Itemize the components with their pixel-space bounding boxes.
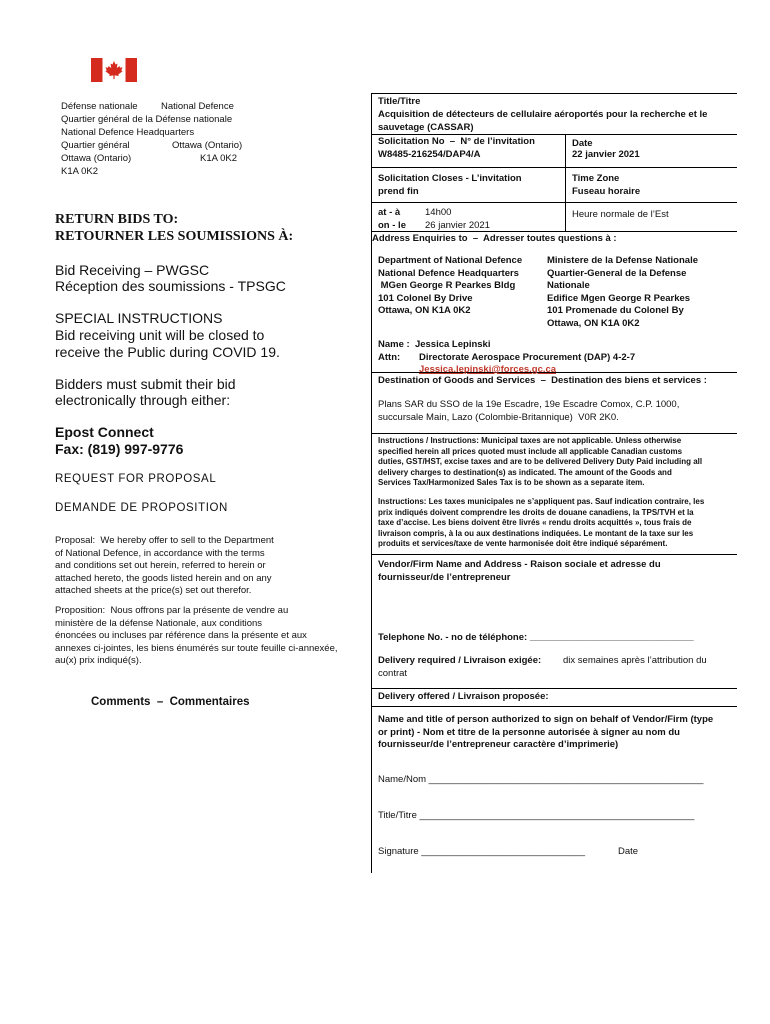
instructions-line: Instructions / Instructions: Municipal taxes are not applicable. Unless otherwise (378, 436, 682, 445)
bidders-line: Bidders must submit their bid (55, 376, 236, 392)
solicitation-label: Solicitation No – N° de l’invitation (378, 136, 535, 147)
closes-label: prend fin (378, 186, 419, 197)
proposal-en-line: Proposal: We hereby offer to sell to the Department (55, 535, 274, 546)
comments-heading: Comments – Commentaires (91, 696, 250, 708)
header-addr-line: K1A 0K2 (200, 153, 237, 164)
address-line: Department of National Defence (378, 255, 523, 266)
address-line: MGen George R Pearkes Bldg (378, 280, 516, 291)
divider (565, 134, 566, 231)
closes-label: Solicitation Closes - L’invitation (378, 173, 522, 184)
instructions-fr (378, 497, 704, 550)
dept-fr: Défense nationale (61, 101, 138, 112)
fax-number: Fax: (819) 997-9776 (55, 441, 184, 457)
address-line: Quartier-General de la Defense (547, 267, 687, 279)
header-addr-line: K1A 0K2 (61, 166, 98, 177)
rfp-heading: REQUEST FOR PROPOSAL (55, 473, 217, 485)
delivery-required-label: Delivery required / Livraison exigée: (378, 655, 542, 666)
proposal-en (55, 535, 274, 598)
instructions-line: produits et services/taxe de vente harmonisée doit être indiqué séparément. (378, 539, 668, 548)
instructions-line: Services Tax/Harmonized Sales Tax is to be shown as a separate item. (378, 478, 645, 487)
proposal-fr-line: Proposition: Nous offrons par la présente de vendre au (55, 605, 289, 616)
address-line: 101 Colonel By Drive (378, 292, 473, 304)
bid-receiving: Bid Receiving – PWGSC (55, 262, 210, 278)
delivery-offered-field[interactable]: Delivery offered / Livraison proposée: (378, 691, 549, 702)
instructions-line: duties, GST/HST, excise taxes and are to be delivered Delivery Duty Paid including all (378, 457, 703, 466)
proposal-fr-line: ministère de la défense Nationale, aux conditions (55, 617, 263, 629)
title-label: Title/Titre (378, 96, 421, 107)
timezone-value: Heure normale de l’Est (572, 209, 669, 220)
solicitation-number: W8485-216254/DAP4/A (378, 149, 481, 160)
bidders-line: electronically through either: (55, 392, 231, 408)
proposal-fr-line: énoncées ou incluses par référence dans la présente et aux (55, 630, 307, 641)
auth-line: fournisseur/de l’entrepreneur caractère d’imprimerie) (378, 739, 619, 750)
vendor-heading: Vendor/Firm Name and Address - Raison sociale et adresse du (378, 559, 661, 570)
canada-flag-logo (91, 58, 137, 82)
instructions-en (378, 436, 702, 489)
special-instructions-heading: SPECIAL INSTRUCTIONS (55, 310, 223, 326)
header-addr-line: Ottawa (Ontario) (172, 140, 243, 151)
on-label: on - le (378, 220, 406, 231)
header-addr-line: Quartier général de la Défense nationale (61, 114, 233, 125)
telephone-field[interactable]: Telephone No. - no de téléphone: _______________________________ (378, 632, 694, 643)
proposal-fr-line: au(x) prix indiqué(s). (55, 655, 142, 666)
enquiries-heading: Address Enquiries to – Adresser toutes questions à : (372, 233, 617, 244)
attn-value: Directorate Aerospace Procurement (DAP) 4-2-7 (419, 352, 636, 363)
enquiries-address-en (378, 255, 522, 318)
instructions-line: livraison compris, à la ou aux destinations indiquées. Le montant de la taxe sur les (378, 528, 694, 538)
signature-field[interactable]: Signature _______________________________ (378, 846, 586, 857)
divider (371, 93, 737, 94)
closing-time: 14h00 (425, 207, 452, 218)
auth-line: or print) - Nom et titre de la personne autorisée à signer au nom du (378, 726, 680, 738)
address-line: Nationale (547, 280, 590, 291)
special-instructions-line: receive the Public during COVID 19. (55, 344, 280, 360)
authorized-signer-heading (378, 714, 713, 752)
header-addr-line: Ottawa (Ontario) (61, 153, 132, 164)
name-field[interactable]: Name/Nom ____________________________________________________ (378, 774, 704, 785)
divider (371, 433, 737, 434)
instructions-line: taxe d’accise. Les biens doivent être livrés « rendu droits acquittés », tous frais de (378, 518, 692, 527)
proposal-en-line: and conditions set out herein, referred to herein or (55, 560, 266, 571)
address-line: 101 Promenade du Colonel By (547, 305, 684, 316)
divider (371, 202, 737, 203)
proposal-en-line: attached hereto, the goods listed herein and on any (55, 572, 272, 584)
attn-label: Attn: (378, 352, 401, 363)
instructions-line: prix indiqués doivent comprendre les droits de douane canadiens, la TPS/TVH et la (378, 507, 694, 517)
address-line: Ottawa, ON K1A 0K2 (378, 305, 471, 316)
instructions-line: Instructions: Les taxes municipales ne s’appliquent pas. Sauf indication contraire, les (378, 497, 705, 506)
vendor-heading: fournisseur/de l’entrepreneur (378, 572, 511, 583)
timezone-label: Fuseau horaire (572, 186, 641, 197)
closing-date: 26 janvier 2021 (425, 220, 490, 231)
destination-line: Plans SAR du SSO de la 19e Escadre, 19e Escadre Comox, C.P. 1000, (378, 399, 680, 410)
destination-heading: Destination of Goods and Services – Destination des biens et services : (378, 375, 707, 386)
proposal-en-line: attached sheets at the price(s) set out therefor. (55, 585, 252, 596)
divider (371, 554, 737, 555)
address-line: Ottawa, ON K1A 0K2 (547, 317, 640, 329)
enquiries-address-fr (547, 255, 698, 330)
contact-name: Name : Jessica Lepinski (378, 339, 491, 350)
header-addr-line: National Defence Headquarters (61, 127, 195, 138)
delivery-required-value: dix semaines après l’attribution du (563, 655, 707, 666)
proposal-fr (55, 605, 338, 668)
proposal-en-line: of National Defence, in accordance with the terms (55, 547, 265, 559)
instructions-line: delivery charges to destination(s) as indicated. The amount of the Goods and (378, 467, 672, 477)
delivery-required-value: contrat (378, 668, 408, 679)
destination-line: succursale Main, Lazo (Colombie-Britannique) V0R 2K0. (378, 412, 619, 423)
dept-en: National Defence (161, 101, 234, 112)
divider (371, 167, 737, 168)
auth-line: Name and title of person authorized to sign on behalf of Vendor/Firm (type (378, 714, 714, 725)
return-bids-heading: RETURN BIDS TO: (55, 212, 179, 227)
address-line: National Defence Headquarters (378, 267, 519, 279)
demande-heading: DEMANDE DE PROPOSITION (55, 502, 228, 514)
epost-connect: Epost Connect (55, 424, 154, 440)
date-label: Date (572, 138, 593, 149)
retourner-heading: RETOURNER LES SOUMISSIONS À: (55, 229, 294, 244)
address-line: Edifice Mgen George R Pearkes (547, 292, 691, 304)
contact-email-link[interactable]: Jessica.lepinski@forces.gc.ca (419, 364, 557, 375)
divider (371, 706, 737, 707)
proposal-fr-line: annexes ci-jointes, les biens énumérés sur toute feuille ci-annexée, (55, 642, 338, 654)
address-line: Ministere de la Defense Nationale (547, 255, 698, 266)
at-label: at - à (378, 207, 401, 218)
right-column-border (371, 93, 372, 873)
title-field[interactable]: Title/Titre ____________________________________________________ (378, 810, 695, 821)
reception-soumissions: Réception des soumissions - TPSGC (55, 278, 286, 294)
special-instructions-line: Bid receiving unit will be closed to (55, 327, 265, 343)
date-value: 22 janvier 2021 (572, 149, 640, 160)
title-value: sauvetage (CASSAR) (378, 122, 474, 133)
instructions-line: specified herein all prices quoted must include all applicable Canadian customs (378, 446, 683, 456)
header-addr-line: Quartier général (61, 140, 130, 151)
timezone-label: Time Zone (572, 173, 620, 184)
signature-date-field[interactable]: Date (618, 846, 639, 857)
title-value: Acquisition de détecteurs de cellulaire aéroportés pour la recherche et le (378, 109, 708, 120)
divider (371, 688, 737, 689)
